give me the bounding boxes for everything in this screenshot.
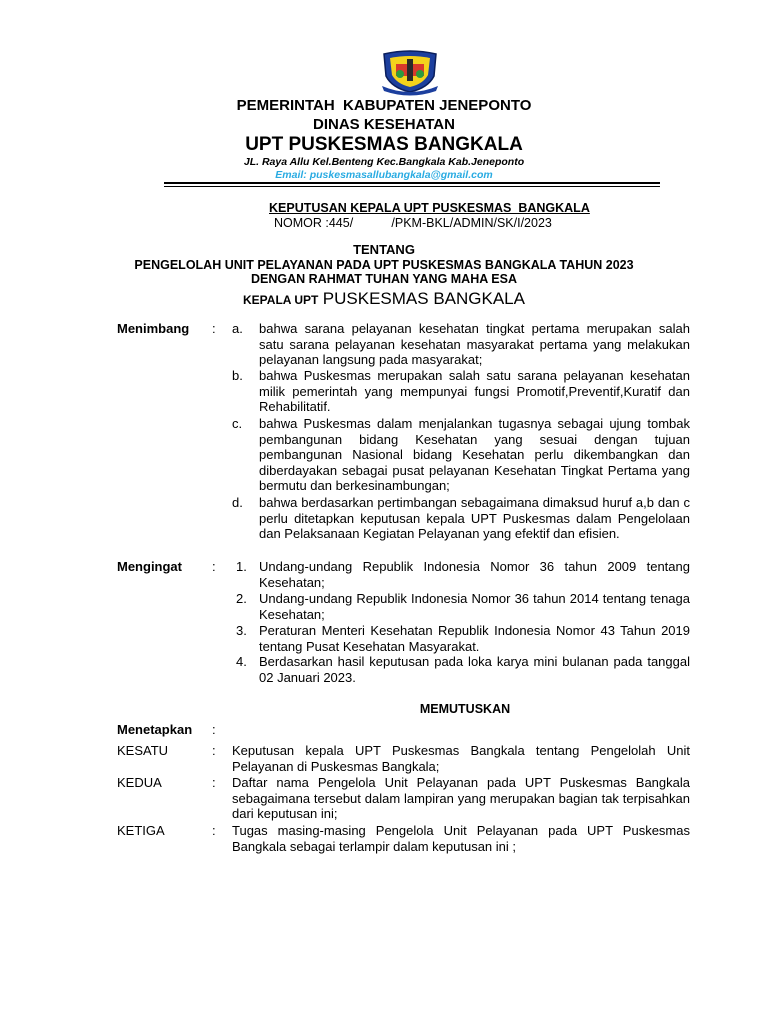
mengingat-label: Mengingat — [117, 559, 182, 574]
decision-label: KETIGA — [117, 823, 165, 838]
decision-label: KEDUA — [117, 775, 162, 790]
decree-number: NOMOR :445/ /PKM-BKL/ADMIN/SK/I/2023 — [274, 216, 552, 230]
decision-colon: : — [212, 823, 216, 838]
menimbang-item: bahwa Puskesmas dalam menjalankan tugasnya sebagai ujung tombak pembangunan bidang Kesehatan yang sesuai dengan tujuan pembangunan Nasional bidang Kesehatan perlu dikembangkan dan diberdayakan sebagai pusat pelayanan Kesehatan Tingkat Pertama yang bermutu dan berkesinambungan; — [259, 416, 690, 493]
menimbang-marker: c. — [232, 416, 243, 431]
menimbang-item: bahwa sarana pelayanan kesehatan tingkat pertama merupakan salah satu sarana pelayanan kesehatan masyarakat pertama yang melakukan pelayanan langsung pada masyarakat; — [259, 321, 690, 367]
menimbang-marker: d. — [232, 495, 243, 510]
menimbang-label: Menimbang — [117, 321, 190, 336]
letterhead-rule-thick — [164, 182, 660, 184]
invocation-line: DENGAN RAHMAT TUHAN YANG MAHA ESA — [251, 272, 517, 286]
header-government-line: PEMERINTAH KABUPATEN JENEPONTO — [236, 97, 532, 114]
decree-title: KEPUTUSAN KEPALA UPT PUSKESMAS BANGKALA — [269, 201, 590, 215]
menimbang-colon: : — [212, 321, 216, 336]
header-institution-name: UPT PUSKESMAS BANGKALA — [245, 134, 523, 155]
mengingat-marker: 4. — [236, 654, 247, 669]
menimbang-item: bahwa berdasarkan pertimbangan sebagaimana dimaksud huruf a,b dan c perlu ditetapkan keputusan kepala UPT Puskesmas dalam Pengelolaan dan Pelaksanaan Kegiatan Pelayanan yang efektif dan efisien. — [259, 495, 690, 541]
mengingat-colon: : — [212, 559, 216, 574]
menimbang-item: bahwa Puskesmas merupakan salah satu sarana pelayanan kesehatan milik pemerintah yang mempunyai fungsi Promotif,Preventif,Kuratif dan Rehabilitatif. — [259, 368, 690, 414]
mengingat-marker: 1. — [236, 559, 247, 574]
memutuskan-heading: MEMUTUSKAN — [419, 702, 511, 716]
mengingat-marker: 2. — [236, 591, 247, 606]
issuer-prefix: KEPALA UPT — [243, 293, 319, 307]
menetapkan-label: Menetapkan — [117, 722, 193, 737]
decision-colon: : — [212, 743, 216, 758]
mengingat-item: Peraturan Menteri Kesehatan Republik Indonesia Nomor 43 Tahun 2019 tentang Pusat Kesehatan Masyarakat. — [259, 623, 690, 654]
menimbang-marker: b. — [232, 368, 243, 383]
header-agency-line: DINAS KESEHATAN — [313, 116, 455, 133]
mengingat-item: Undang-undang Republik Indonesia Nomor 36 tahun 2014 tentang tenaga Kesehatan; — [259, 591, 690, 622]
mengingat-item: Berdasarkan hasil keputusan pada loka karya mini bulanan pada tanggal 02 Januari 2023. — [259, 654, 690, 685]
mengingat-item: Undang-undang Republik Indonesia Nomor 36 tahun 2009 tentang Kesehatan; — [259, 559, 690, 590]
issuer-line — [0, 289, 768, 309]
mengingat-marker: 3. — [236, 623, 247, 638]
header-email: Email: puskesmasallubangkala@gmail.com — [275, 169, 493, 181]
menimbang-marker: a. — [232, 321, 243, 336]
regency-emblem-logo — [378, 50, 442, 96]
decision-text: Tugas masing-masing Pengelola Unit Pelayanan pada UPT Puskesmas Bangkala sebagai terlampir dalam keputusan ini ; — [232, 823, 690, 854]
issuer-name: PUSKESMAS BANGKALA — [322, 289, 525, 308]
menetapkan-colon: : — [212, 722, 216, 737]
header-address: JL. Raya Allu Kel.Benteng Kec.Bangkala Kab.Jeneponto — [243, 156, 525, 168]
letterhead-rule-thin — [164, 186, 660, 187]
decision-label: KESATU — [117, 743, 169, 758]
about-heading: TENTANG — [353, 242, 415, 257]
decision-text: Keputusan kepala UPT Puskesmas Bangkala tentang Pengelolah Unit Pelayanan di Puskesmas Bangkala; — [232, 743, 690, 774]
decision-text: Daftar nama Pengelola Unit Pelayanan pada UPT Puskesmas Bangkala sebagaimana tersebut dalam lampiran yang merupakan bagian tak terpisahkan dari keputusan ini; — [232, 775, 690, 821]
decree-subject: PENGELOLAH UNIT PELAYANAN PADA UPT PUSKESMAS BANGKALA TAHUN 2023 — [134, 258, 634, 272]
decision-colon: : — [212, 775, 216, 790]
